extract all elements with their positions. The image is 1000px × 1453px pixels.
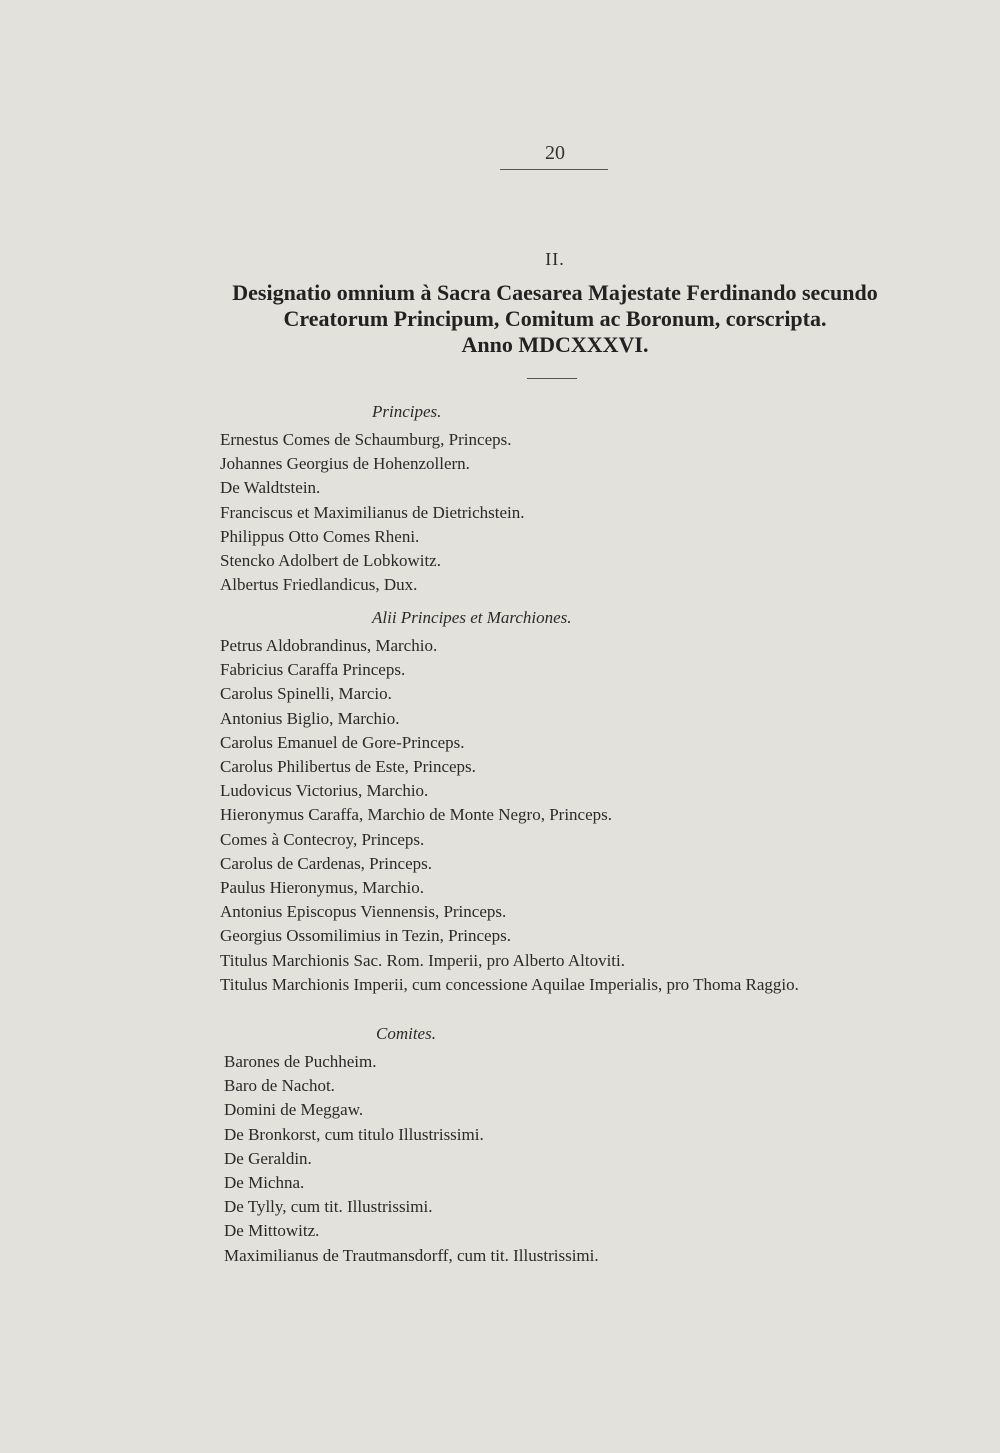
- list-item: Johannes Georgius de Hohenzollern.: [220, 454, 470, 474]
- list-item: Carolus Emanuel de Gore-Princeps.: [220, 732, 465, 752]
- title-line-2: Creatorum Principum, Comitum ac Boronum, corscripta.: [283, 306, 827, 331]
- list-item: Petrus Aldobrandinus, Marchio.: [220, 636, 438, 655]
- list-item: Maximilianus de Trautmansdorff, cum tit. Illustrissimi.: [224, 1245, 599, 1265]
- title-rule: [527, 378, 577, 379]
- list-item: De Mittowitz.: [224, 1221, 320, 1241]
- principes-list: [220, 428, 525, 597]
- list-item: Antonius Biglio, Marchio.: [220, 708, 400, 728]
- list-item: Fabricius Caraffa Princeps.: [220, 660, 406, 680]
- list-item: Barones de Puchheim.: [224, 1052, 377, 1071]
- list-item: Antonius Episcopus Viennensis, Princeps.: [220, 902, 507, 922]
- document-title: [210, 280, 900, 358]
- title-line-1: Designatio omnium à Sacra Caesarea Majestate Ferdinando secundo: [232, 280, 878, 305]
- section-number: II.: [545, 249, 565, 269]
- header-rule: [500, 169, 608, 170]
- list-item: Baro de Nachot.: [224, 1076, 335, 1096]
- list-item: De Bronkorst, cum titulo Illustrissimi.: [224, 1124, 484, 1144]
- list-item: Paulus Hieronymus, Marchio.: [220, 878, 424, 898]
- list-item: Ernestus Comes de Schaumburg, Princeps.: [220, 430, 512, 449]
- list-item: Titulus Marchionis Imperii, cum concessione Aquilae Imperialis, pro Thoma Raggio.: [220, 974, 799, 994]
- principes-heading: Principes.: [372, 402, 442, 421]
- list-item: Georgius Ossomilimius in Tezin, Princeps.: [220, 926, 511, 946]
- alii-heading: Alii Principes et Marchiones.: [372, 608, 572, 627]
- list-item: Ludovicus Victorius, Marchio.: [220, 781, 429, 801]
- list-item: Carolus Philibertus de Este, Princeps.: [220, 757, 476, 777]
- page-number: 20: [545, 142, 565, 164]
- list-item: Domini de Meggaw.: [224, 1100, 364, 1120]
- list-item: De Waldtstein.: [220, 478, 321, 498]
- list-item: Carolus de Cardenas, Princeps.: [220, 853, 432, 873]
- list-item: De Tylly, cum tit. Illustrissimi.: [224, 1197, 433, 1217]
- list-item: Carolus Spinelli, Marcio.: [220, 684, 392, 704]
- list-item: De Geraldin.: [224, 1148, 312, 1168]
- list-item: Philippus Otto Comes Rheni.: [220, 526, 420, 546]
- title-line-3: Anno MDCXXXVI.: [461, 332, 649, 357]
- list-item: Stencko Adolbert de Lobkowitz.: [220, 551, 441, 571]
- alii-list: [220, 634, 946, 997]
- list-item: Comes à Contecroy, Princeps.: [220, 829, 425, 849]
- comites-heading: Comites.: [376, 1024, 436, 1043]
- list-item: Albertus Friedlandicus, Dux.: [220, 575, 418, 595]
- list-item: Titulus Marchionis Sac. Rom. Imperii, pro Alberto Altoviti.: [220, 950, 626, 970]
- list-item: De Michna.: [224, 1173, 305, 1193]
- comites-list: [224, 1050, 599, 1268]
- list-item: Franciscus et Maximilianus de Dietrichstein.: [220, 502, 525, 522]
- list-item: Hieronymus Caraffa, Marchio de Monte Negro, Princeps.: [220, 805, 612, 825]
